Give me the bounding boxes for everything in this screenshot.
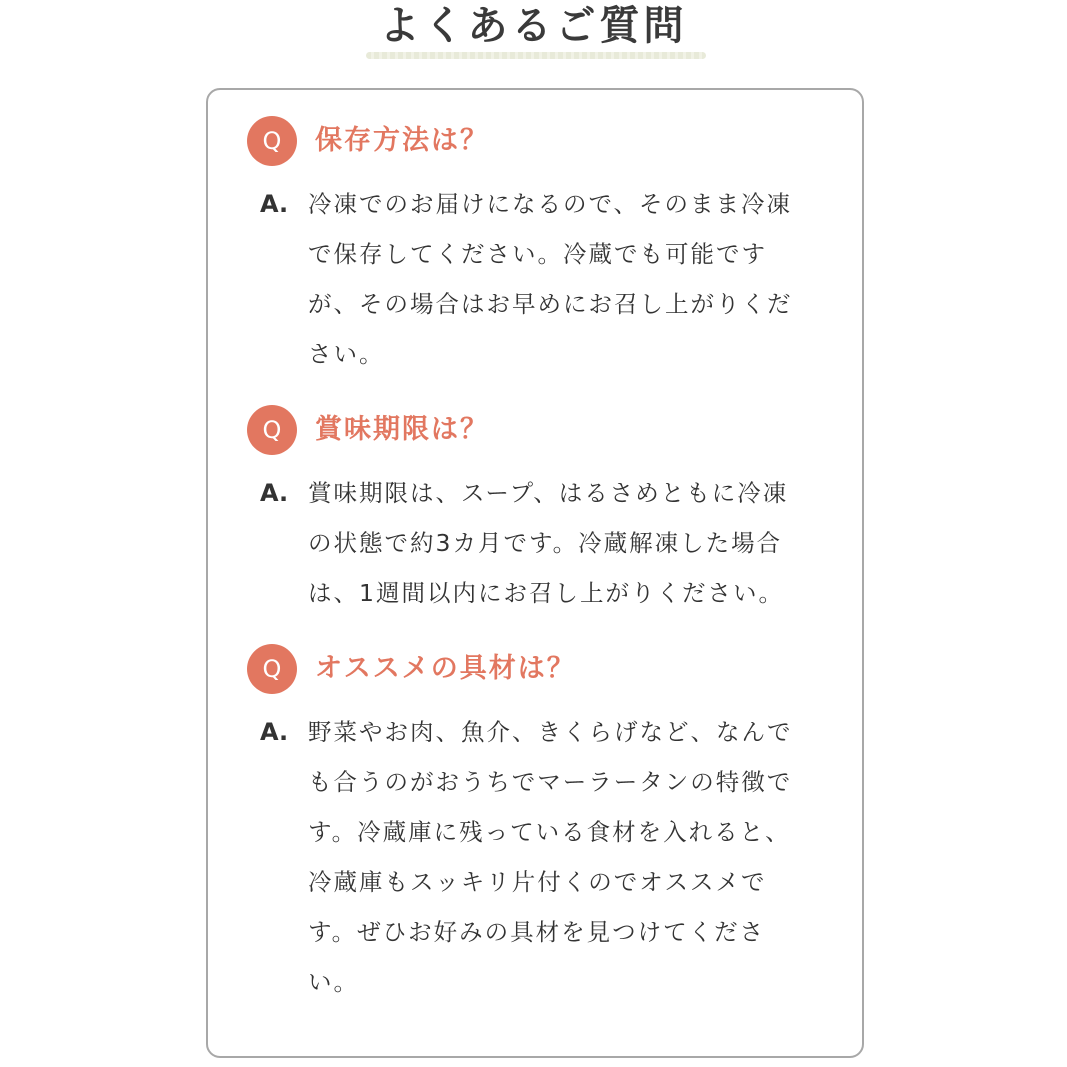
answer-label: A.	[260, 718, 289, 746]
page-title: よくあるご質問	[379, 3, 688, 49]
question-text: オススメの具材は？	[315, 653, 576, 684]
answer-label: A.	[260, 479, 289, 507]
answer-text: 野菜やお肉、魚介、きくらげなど、なんでも合うのがおうちでマーラータンの特徴です。冷蔵庫に残っている食材を入れると、冷蔵庫もスッキリ片付くのでオススメです。ぜひお好みの具材を見つけてください。	[308, 718, 793, 996]
question-text: 賞味期限は？	[315, 414, 489, 445]
title-underline-decoration	[366, 52, 706, 59]
answer-text: 賞味期限は、スープ、はるさめともに冷凍の状態で約3カ月です。冷蔵解凍した場合は、1週間以内にお召し上がりください。	[308, 479, 789, 607]
question-text: 保存方法は？	[315, 125, 489, 156]
answer-label: A.	[260, 190, 289, 218]
question-badge-icon: Q	[247, 405, 297, 455]
answer-text: 冷凍でのお届けになるので、そのまま冷凍で保存してください。冷蔵でも可能ですが、その場合はお早めにお召し上がりください。	[308, 190, 793, 368]
page-header	[0, 0, 1067, 77]
question-badge-icon: Q	[247, 644, 297, 694]
question-badge-icon: Q	[247, 116, 297, 166]
faq-card	[206, 88, 864, 1058]
